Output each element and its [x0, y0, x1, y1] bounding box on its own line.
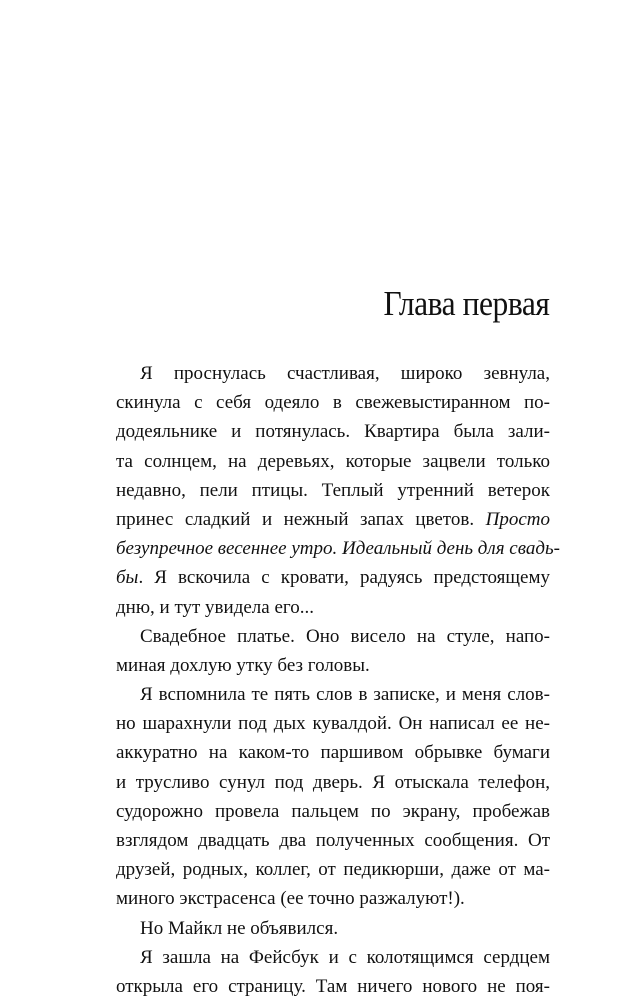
text-line: судорожно провела пальцем по экрану, пробежав	[116, 800, 550, 822]
text-line: бы. Я вскочила с кровати, радуясь предстоящему	[116, 567, 550, 589]
text-line: безупречное весеннее утро. Идеальный день для свадь-	[116, 538, 560, 560]
text-line: миного экстрасенса (ее точно разжалуют!).	[116, 888, 465, 910]
chapter-title: Глава первая	[383, 284, 549, 323]
text-line: та солнцем, на деревьях, которые зацвели только	[116, 450, 550, 472]
text-line: и трусливо сунул под дверь. Я отыскала телефон,	[116, 771, 550, 793]
text-line: Но Майкл не объявился.	[140, 917, 339, 939]
text-line: скинула с себя одеяло в свежевыстиранном по-	[116, 392, 550, 414]
text-line: додеяльнике и потянулась. Квартира была зали-	[116, 421, 550, 443]
text-line: Я вспомнила те пять слов в записке, и меня слов-	[140, 684, 550, 706]
text-line: друзей, родных, коллег, от педикюрши, даже от ма-	[116, 859, 550, 881]
italic-text: Просто	[485, 508, 550, 530]
text-line: но шарахнули под дых кувалдой. Он написал ее не-	[116, 713, 550, 735]
text-line: миная дохлую утку без головы.	[116, 654, 370, 676]
text-line: недавно, пели птицы. Теплый утренний ветерок	[116, 479, 550, 501]
text-line: Я зашла на Фейсбук и с колотящимся сердцем	[140, 946, 550, 968]
text-line: взглядом двадцать два полученных сообщения. От	[116, 830, 550, 851]
text-line: Я проснулась счастливая, широко зевнула,	[140, 363, 550, 384]
text-line: Свадебное платье. Оно висело на стуле, напо-	[140, 625, 550, 647]
text-line: дню, и тут увидела его...	[116, 596, 314, 618]
body-text	[116, 359, 560, 1001]
italic-text: бы	[116, 567, 139, 589]
text-line: открыла его страницу. Там ничего нового не поя-	[116, 975, 550, 997]
text-line: аккуратно на каком-то паршивом обрывке бумаги	[116, 742, 550, 764]
text-line: принес сладкий и нежный запах цветов. Просто	[116, 508, 550, 530]
